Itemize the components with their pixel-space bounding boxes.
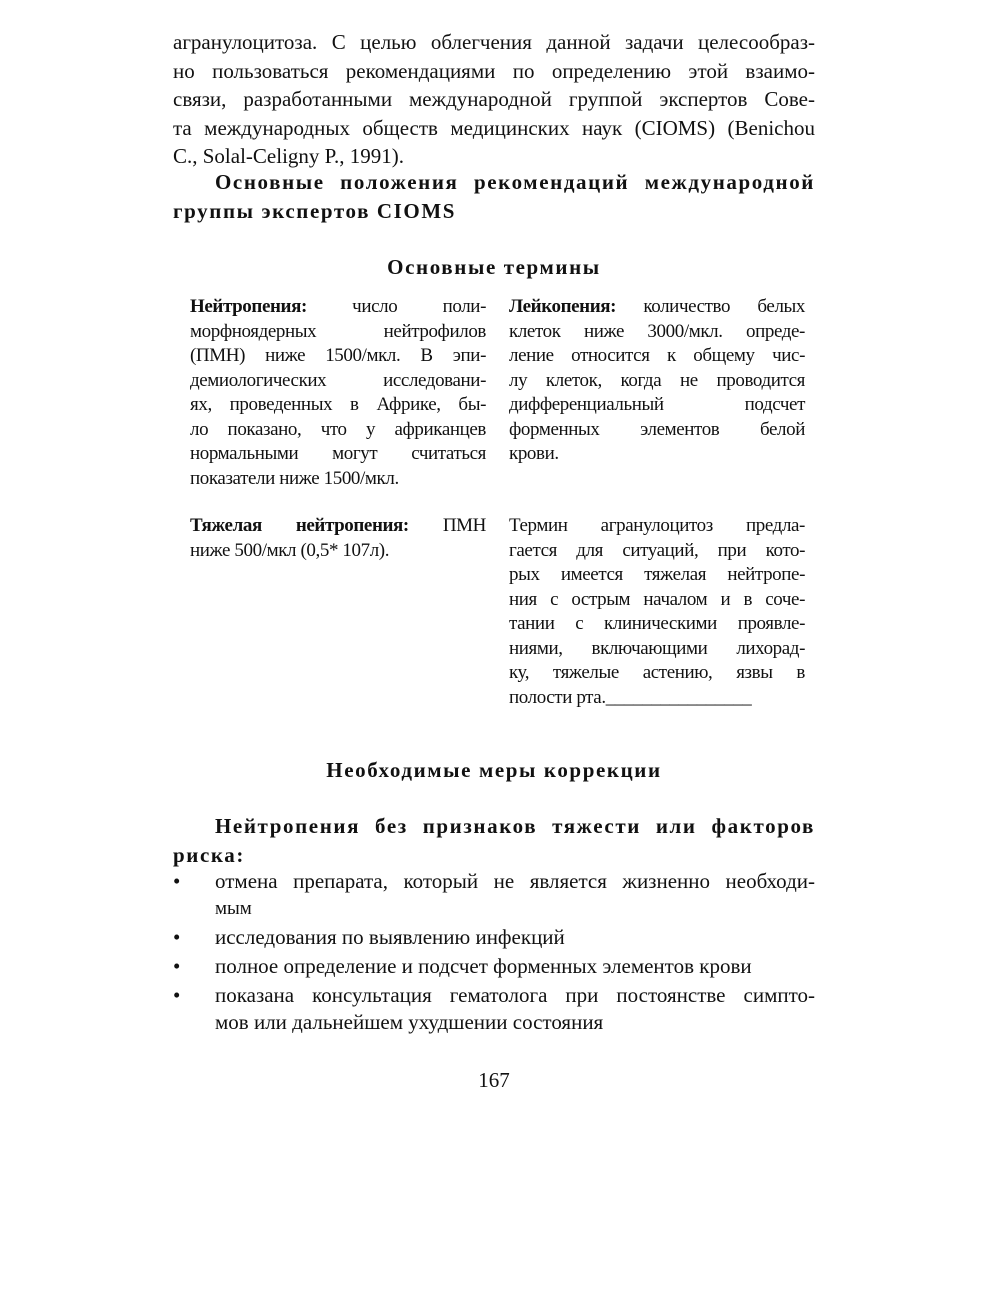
term-line: гается для ситуаций, при кото- [509, 539, 805, 561]
subheading-line: Нейтропения без признаков тяжести или факторов [215, 814, 815, 838]
bullet-icon: • [173, 925, 181, 949]
list-item-text: отмена препарата, который не является жизненно необходи- [215, 869, 815, 893]
term-line: форменных элементов белой [509, 418, 805, 440]
intro-line: связи, разработанными международной группой экспертов Сове- [173, 87, 815, 111]
term-line: ния с острым началом и в соче- [509, 588, 805, 610]
term-line: полости рта.________________ [509, 686, 752, 708]
term-line: ях, проведенных в Африке, бы- [190, 394, 486, 415]
bullet-icon: • [173, 869, 181, 893]
term-text: количество белых [616, 296, 805, 317]
list-item [173, 982, 815, 1036]
term-label: Лейкопения: [509, 296, 617, 317]
section-heading [173, 168, 815, 226]
term-line: показатели ниже 1500/мкл. [190, 467, 399, 489]
section-heading-line: группы экспертов CIOMS [173, 199, 457, 223]
list-item [173, 953, 815, 980]
terms-heading [173, 253, 815, 282]
term-line: крови. [509, 443, 559, 464]
bullet-icon: • [173, 954, 181, 978]
list-item [173, 924, 815, 951]
page-number: 167 [478, 1068, 510, 1092]
term-neutropenia [190, 295, 486, 491]
intro-line: агранулоцитоза. С целью облегчения данной задачи целесообраз- [173, 30, 815, 54]
measures-heading-text: Необходимые меры коррекции [326, 758, 662, 782]
intro-line: та международных обществ медицинских наук (CIOMS) (Benichou [173, 115, 815, 140]
term-label: Нейтропения: [190, 296, 307, 317]
list-item-text: показана консультация гематолога при постоянстве симпто- [215, 983, 815, 1007]
intro-paragraph [173, 28, 815, 171]
term-text: число поли- [306, 296, 486, 317]
bullet-list [173, 868, 815, 1038]
term-line: нормальными могут считаться [190, 443, 486, 464]
terms-heading-text: Основные термины [387, 255, 601, 279]
term-line: ниже 500/мкл (0,5* 107л). [190, 539, 390, 561]
measures-heading [173, 756, 815, 785]
term-line: морфноядерных нейтрофилов [190, 320, 486, 342]
bullet-icon: • [173, 983, 181, 1007]
section-heading-line: Основные положения рекомендаций международной [215, 170, 815, 194]
term-text: ПМН [408, 515, 486, 536]
intro-line: но пользоваться рекомендациями по определению этой взаимо- [173, 58, 815, 83]
list-item-text: полное определение и подсчет форменных элементов крови [215, 954, 752, 978]
term-line: Термин агранулоцитоз предла- [509, 515, 805, 536]
term-severe-neutropenia [190, 514, 486, 563]
list-item-text: мым [215, 898, 252, 919]
intro-line: С., Solal-Celigny P., 1991). [173, 144, 405, 168]
term-leukopenia [509, 295, 805, 467]
term-line: демиологических исследовани- [190, 369, 486, 391]
term-label: Тяжелая нейтропения: [190, 515, 409, 536]
list-item-text: мов или дальнейшем ухудшении состояния [215, 1010, 604, 1034]
term-line: ниями, включающими лихорад- [509, 637, 805, 659]
list-item [173, 868, 815, 922]
list-item-text: исследования по выявлению инфекций [215, 925, 565, 949]
subheading [173, 812, 815, 870]
term-line: (ПМН) ниже 1500/мкл. В эпи- [190, 345, 486, 366]
term-agranulocytosis [509, 514, 805, 710]
term-line: тании с клиническими проявле- [509, 613, 805, 634]
term-line: рых имеется тяжелая нейтропе- [509, 564, 805, 585]
subheading-line: риска: [173, 843, 245, 867]
term-line: ло показано, что у африканцев [190, 418, 486, 440]
term-line: дифференциальный подсчет [509, 394, 805, 415]
term-line: ление относится к общему чис- [509, 345, 805, 366]
term-line: лу клеток, когда не проводится [509, 369, 805, 391]
term-line: клеток ниже 3000/мкл. опреде- [509, 320, 805, 342]
term-line: ку, тяжелые астению, язвы в [509, 662, 805, 683]
